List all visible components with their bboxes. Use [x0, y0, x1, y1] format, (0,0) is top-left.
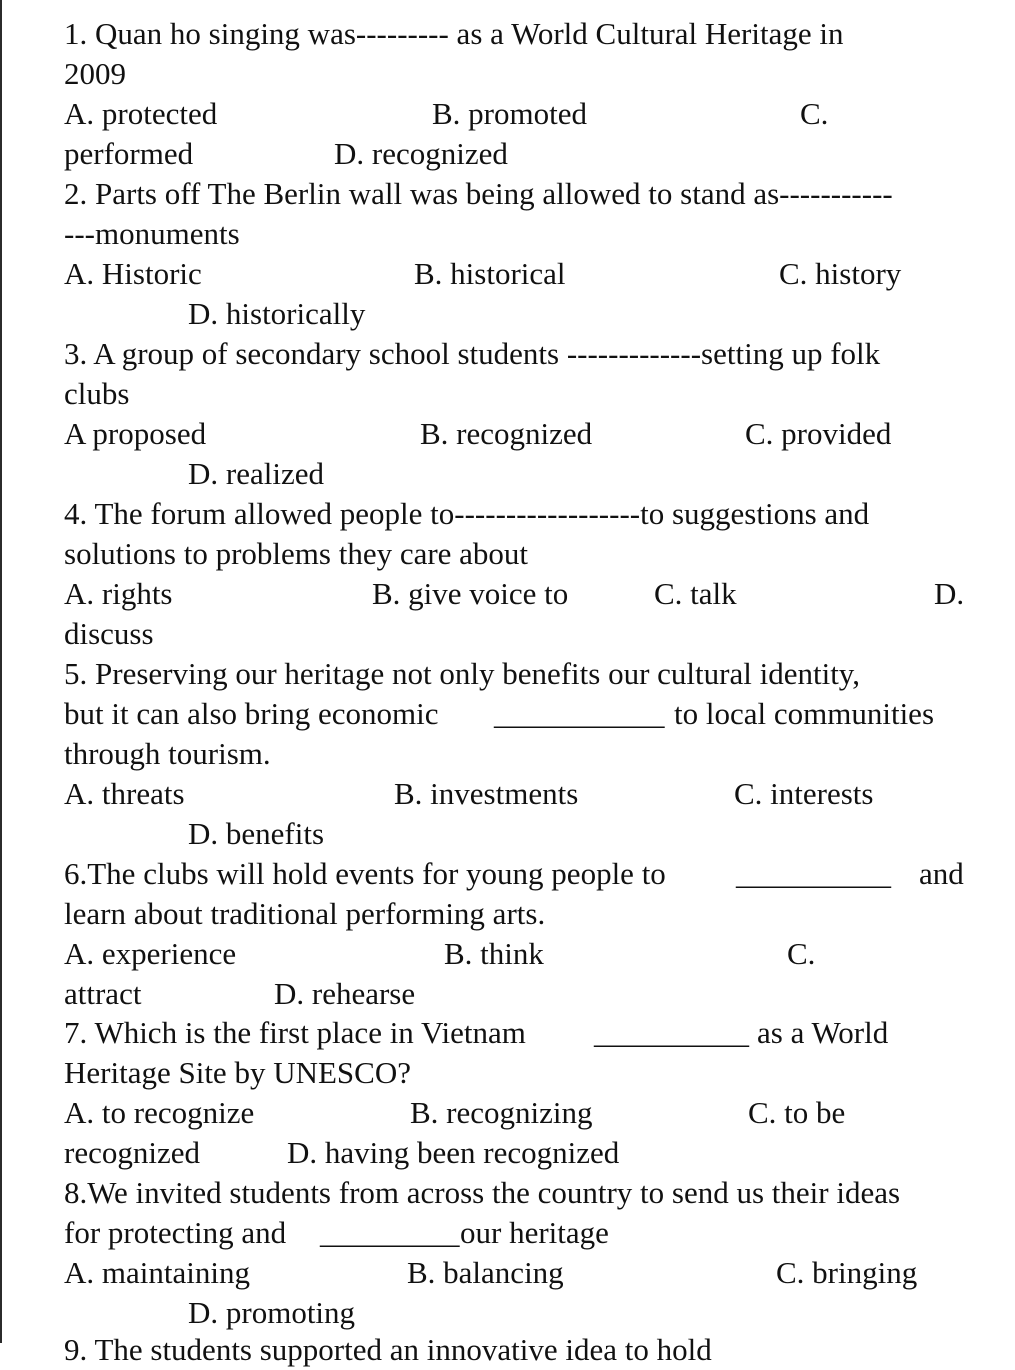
question-2-stem-line-2: ---monuments	[64, 216, 240, 251]
question-8-stem-line-1: 8.We invited students from across the country to send us their ideas	[64, 1175, 901, 1210]
question-8-option-b: B. balancing	[407, 1255, 564, 1290]
question-1-option-d: D. recognized	[334, 136, 508, 171]
question-5-blank: ___________	[494, 696, 665, 731]
question-7-blank: __________	[594, 1015, 749, 1050]
question-8-stem-line-2a: for protecting and	[64, 1215, 287, 1250]
question-1-option-a: A. protected	[64, 96, 218, 131]
question-5-stem-line-2a: but it can also bring economic	[64, 696, 439, 731]
question-5-stem-line-3: through tourism.	[64, 736, 271, 771]
question-8-blank: _________	[320, 1215, 460, 1250]
question-3-option-a: A proposed	[64, 416, 207, 451]
question-5-option-b: B. investments	[394, 776, 579, 811]
question-8-option-d: D. promoting	[188, 1295, 356, 1330]
question-7-stem-line-1b: as a World	[757, 1015, 889, 1050]
question-5-option-c: C. interests	[734, 776, 874, 811]
question-3-option-b: B. recognized	[420, 416, 593, 451]
question-6-stem-line-1b: and	[919, 856, 964, 891]
question-7-option-b: B. recognizing	[410, 1095, 593, 1130]
question-7-stem-line-1a: 7. Which is the first place in Vietnam	[64, 1015, 526, 1050]
question-1-option-b: B. promoted	[432, 96, 587, 131]
page-left-border	[0, 0, 2, 1343]
question-7-option-a: A. to recognize	[64, 1095, 255, 1130]
question-1-option-c-label: C.	[800, 96, 829, 131]
question-7-option-c-text: recognized	[64, 1135, 200, 1170]
question-6-option-c-text: attract	[64, 976, 142, 1011]
question-3-stem-line-1: 3. A group of secondary school students -------------setting up folk	[64, 336, 881, 371]
question-5-option-d: D. benefits	[188, 816, 325, 851]
question-2-option-c: C. history	[779, 256, 902, 291]
question-3-stem-line-2: clubs	[64, 376, 130, 411]
question-8-stem-line-2b: our heritage	[460, 1215, 609, 1250]
question-5-stem-line-1: 5. Preserving our heritage not only benefits our cultural identity,	[64, 656, 861, 691]
question-3-option-c: C. provided	[745, 416, 892, 451]
question-2-option-b: B. historical	[414, 256, 566, 291]
cutoff-next-question-text: 9. The students supported an innovative idea to hold	[64, 1332, 712, 1367]
question-4-option-d-label: D.	[934, 576, 965, 611]
question-6-stem-line-1a: 6.The clubs will hold events for young people to	[64, 856, 666, 891]
question-7-option-d: D. having been recognized	[287, 1135, 620, 1170]
question-8-option-c: C. bringing	[776, 1255, 918, 1290]
question-5-option-a: A. threats	[64, 776, 185, 811]
question-2-option-d: D. historically	[188, 296, 366, 331]
question-1-stem-line-2: 2009	[64, 56, 126, 91]
question-4-option-d-text: discuss	[64, 616, 154, 651]
question-6-option-c-label: C.	[787, 936, 816, 971]
cutoff-next-question	[0, 1330, 1015, 1367]
question-6-option-b: B. think	[444, 936, 544, 971]
question-2-option-a: A. Historic	[64, 256, 202, 291]
question-1-stem-line-1: 1. Quan ho singing was--------- as a World Cultural Heritage in	[64, 16, 844, 51]
question-4-stem-line-2: solutions to problems they care about	[64, 536, 529, 571]
question-6-option-d: D. rehearse	[274, 976, 416, 1011]
question-2-stem-line-1: 2. Parts off The Berlin wall was being allowed to stand as-----------	[64, 176, 893, 211]
question-8-option-a: A. maintaining	[64, 1255, 250, 1290]
question-6-option-a: A. experience	[64, 936, 237, 971]
question-4-option-c: C. talk	[654, 576, 737, 611]
question-7-stem-line-2: Heritage Site by UNESCO?	[64, 1055, 411, 1090]
question-4-stem-line-1: 4. The forum allowed people to------------------to suggestions and	[64, 496, 870, 531]
question-4-option-b: B. give voice to	[372, 576, 569, 611]
question-3-option-d: D. realized	[188, 456, 324, 491]
question-6-blank: __________	[736, 856, 891, 891]
question-7-option-c-label: C. to be	[748, 1095, 846, 1130]
question-1-option-c-text: performed	[64, 136, 194, 171]
question-4-option-a: A. rights	[64, 576, 173, 611]
question-5-stem-line-2b: to local communities	[674, 696, 935, 731]
question-6-stem-line-2: learn about traditional performing arts.	[64, 896, 546, 931]
